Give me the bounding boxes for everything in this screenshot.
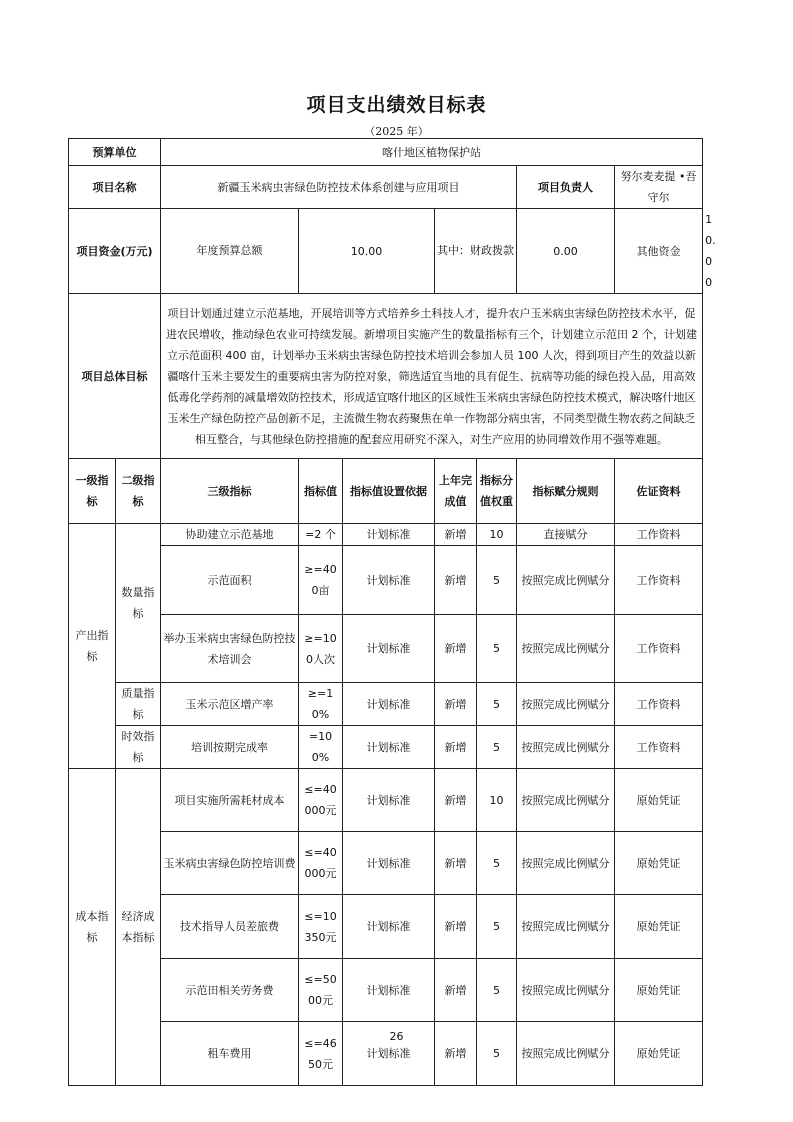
indicator-basis: 计划标准 [343, 726, 435, 769]
indicator-weight: 5 [477, 546, 517, 615]
indicator-basis: 计划标准 [343, 524, 435, 546]
indicator-evidence: 工作资料 [615, 683, 703, 726]
indicator-evidence: 原始凭证 [615, 769, 703, 832]
indicator-name: 项目实施所需耗材成本 [161, 769, 299, 832]
group-output: 产出指标 [69, 524, 116, 769]
indicator-rule: 按照完成比例赋分 [517, 769, 615, 832]
indicator-value: ≥=10% [299, 683, 343, 726]
header-evidence: 佐证资料 [615, 459, 703, 524]
project-name-label: 项目名称 [69, 166, 161, 209]
indicator-last: 新增 [435, 832, 477, 895]
table-row [69, 895, 703, 959]
indicator-weight: 5 [477, 726, 517, 769]
fiscal-value: 0.00 [517, 209, 615, 294]
budget-unit-value: 喀什地区植物保护站 [161, 139, 703, 166]
indicator-name: 协助建立示范基地 [161, 524, 299, 546]
project-name-row [69, 166, 703, 209]
annual-budget-label: 年度预算总额 [161, 209, 299, 294]
other-funds-label: 其他资金 [615, 209, 703, 294]
overall-goal-text: 项目计划通过建立示范基地，开展培训等方式培养乡土科技人才，提升农户玉米病虫害绿色防控技术水平，促进农民增收，推动绿色农业可持续发展。新增项目实施产生的数量指标有三个，计划建立示范田 2 个，计划建立示范面积 400 亩，计划举办玉米病虫害绿色防控技术培训会参加人员 100 人次，得到项目产生的效益以新疆喀什玉米主要发生的重要病虫害为防控对象，筛选适宜当地的具有促生、抗病等功能的绿色投入品，用高效低毒化学药剂的减量增效防控技术，形成适宜喀什地区的区域性玉米病虫害绿色防控技术模式，解决喀什地区玉米生产绿色防控产品创新不足，主流微生物农药聚焦在单一作物部分病虫害，不同类型微生物农药之间缺乏相互整合，与其他绿色防控措施的配套应用研究不深入，对生产应用的协同增效作用不强等难题。 [161, 294, 703, 459]
table-row [69, 769, 703, 832]
fiscal-label: 其中：财政拨款 [435, 209, 517, 294]
group-quality: 质量指标 [116, 683, 161, 726]
group-cost: 成本指标 [69, 769, 116, 1086]
indicator-name: 示范田相关劳务费 [161, 959, 299, 1022]
funds-label: 项目资金(万元) [69, 209, 161, 294]
indicator-value: ≤=4650元 [299, 1022, 343, 1086]
header-level1: 一级指标 [69, 459, 116, 524]
indicator-value: ≥=100人次 [299, 615, 343, 683]
indicator-last: 新增 [435, 1022, 477, 1086]
page-number: 26 [389, 1030, 404, 1043]
indicator-weight: 5 [477, 832, 517, 895]
header-value: 指标值 [299, 459, 343, 524]
header-last-year: 上年完成值 [435, 459, 477, 524]
indicator-last: 新增 [435, 615, 477, 683]
indicator-name: 租车费用 [161, 1022, 299, 1086]
indicator-rule: 按照完成比例赋分 [517, 546, 615, 615]
indicator-last: 新增 [435, 546, 477, 615]
indicator-value: ≤=10350元 [299, 895, 343, 959]
indicator-evidence: 工作资料 [615, 546, 703, 615]
indicator-basis: 计划标准 [343, 546, 435, 615]
indicator-rule: 按照完成比例赋分 [517, 959, 615, 1022]
indicator-name: 培训按期完成率 [161, 726, 299, 769]
indicator-last: 新增 [435, 895, 477, 959]
indicator-rule: 直接赋分 [517, 524, 615, 546]
indicator-rule: 按照完成比例赋分 [517, 1022, 615, 1086]
indicator-last: 新增 [435, 683, 477, 726]
indicator-name: 示范面积 [161, 546, 299, 615]
indicator-value: =2 个 [299, 524, 343, 546]
indicator-weight: 5 [477, 683, 517, 726]
indicator-rule: 按照完成比例赋分 [517, 832, 615, 895]
budget-unit-row [69, 139, 703, 166]
table-row [69, 959, 703, 1022]
indicator-evidence: 原始凭证 [615, 895, 703, 959]
indicator-evidence: 原始凭证 [615, 832, 703, 895]
overall-goal-label: 项目总体目标 [69, 294, 161, 459]
indicator-basis: 计划标准 [343, 895, 435, 959]
indicator-basis: 计划标准 [343, 769, 435, 832]
indicator-last: 新增 [435, 959, 477, 1022]
table-row [69, 832, 703, 895]
overall-goal-row [69, 294, 703, 459]
indicator-weight: 5 [477, 1022, 517, 1086]
table-row [69, 615, 703, 683]
indicator-name: 玉米示范区增产率 [161, 683, 299, 726]
project-name-value: 新疆玉米病虫害绿色防控技术体系创建与应用项目 [161, 166, 517, 209]
indicator-value: =100% [299, 726, 343, 769]
indicator-value: ≥=400亩 [299, 546, 343, 615]
indicator-value: ≤=5000元 [299, 959, 343, 1022]
indicator-header-row [69, 459, 703, 524]
indicator-basis: 计划标准 [343, 615, 435, 683]
project-leader-value: 努尔麦麦提 •吾守尔 [615, 166, 703, 209]
group-timeliness: 时效指标 [116, 726, 161, 769]
funds-row: 项目资金(万元) 年度预算总额 10.00 其中：财政拨款 0.00 其他资金 10.00 [69, 209, 703, 294]
indicator-weight: 10 [477, 524, 517, 546]
indicator-last: 新增 [435, 726, 477, 769]
header-level2: 二级指标 [116, 459, 161, 524]
indicator-weight: 5 [477, 615, 517, 683]
header-level3: 三级指标 [161, 459, 299, 524]
indicator-rule: 按照完成比例赋分 [517, 895, 615, 959]
indicator-value: ≤=40000元 [299, 769, 343, 832]
indicator-basis: 计划标准 [343, 959, 435, 1022]
indicator-value: ≤=40000元 [299, 832, 343, 895]
annual-budget-value: 10.00 [299, 209, 435, 294]
indicator-last: 新增 [435, 769, 477, 832]
header-weight: 指标分值权重 [477, 459, 517, 524]
year-label: （2025 年） [364, 125, 429, 138]
indicator-evidence: 原始凭证 [615, 959, 703, 1022]
indicator-evidence: 原始凭证 [615, 1022, 703, 1086]
indicator-weight: 10 [477, 769, 517, 832]
indicator-weight: 5 [477, 895, 517, 959]
indicator-basis: 计划标准 [343, 683, 435, 726]
performance-target-table [68, 138, 716, 1086]
indicator-last: 新增 [435, 524, 477, 546]
indicator-rule: 按照完成比例赋分 [517, 615, 615, 683]
project-leader-label: 项目负责人 [517, 166, 615, 209]
table-row [69, 546, 703, 615]
group-quantity: 数量指标 [116, 524, 161, 683]
table-row [69, 726, 703, 769]
page-title: 项目支出绩效目标表 [306, 94, 487, 116]
indicator-rule: 按照完成比例赋分 [517, 683, 615, 726]
indicator-evidence: 工作资料 [615, 726, 703, 769]
indicator-rule: 按照完成比例赋分 [517, 726, 615, 769]
indicator-name: 举办玉米病虫害绿色防控技术培训会 [161, 615, 299, 683]
indicator-name: 玉米病虫害绿色防控培训费 [161, 832, 299, 895]
indicator-name: 技术指导人员差旅费 [161, 895, 299, 959]
indicator-evidence: 工作资料 [615, 524, 703, 546]
budget-unit-label: 预算单位 [69, 139, 161, 166]
table-row [69, 524, 703, 546]
indicator-basis: 计划标准 [343, 832, 435, 895]
header-rule: 指标赋分规则 [517, 459, 615, 524]
indicator-basis: 计划标准 [343, 1022, 435, 1086]
indicator-evidence: 工作资料 [615, 615, 703, 683]
table-row [69, 683, 703, 726]
indicator-weight: 5 [477, 959, 517, 1022]
group-economic-cost: 经济成本指标 [116, 769, 161, 1086]
header-basis: 指标值设置依据 [343, 459, 435, 524]
